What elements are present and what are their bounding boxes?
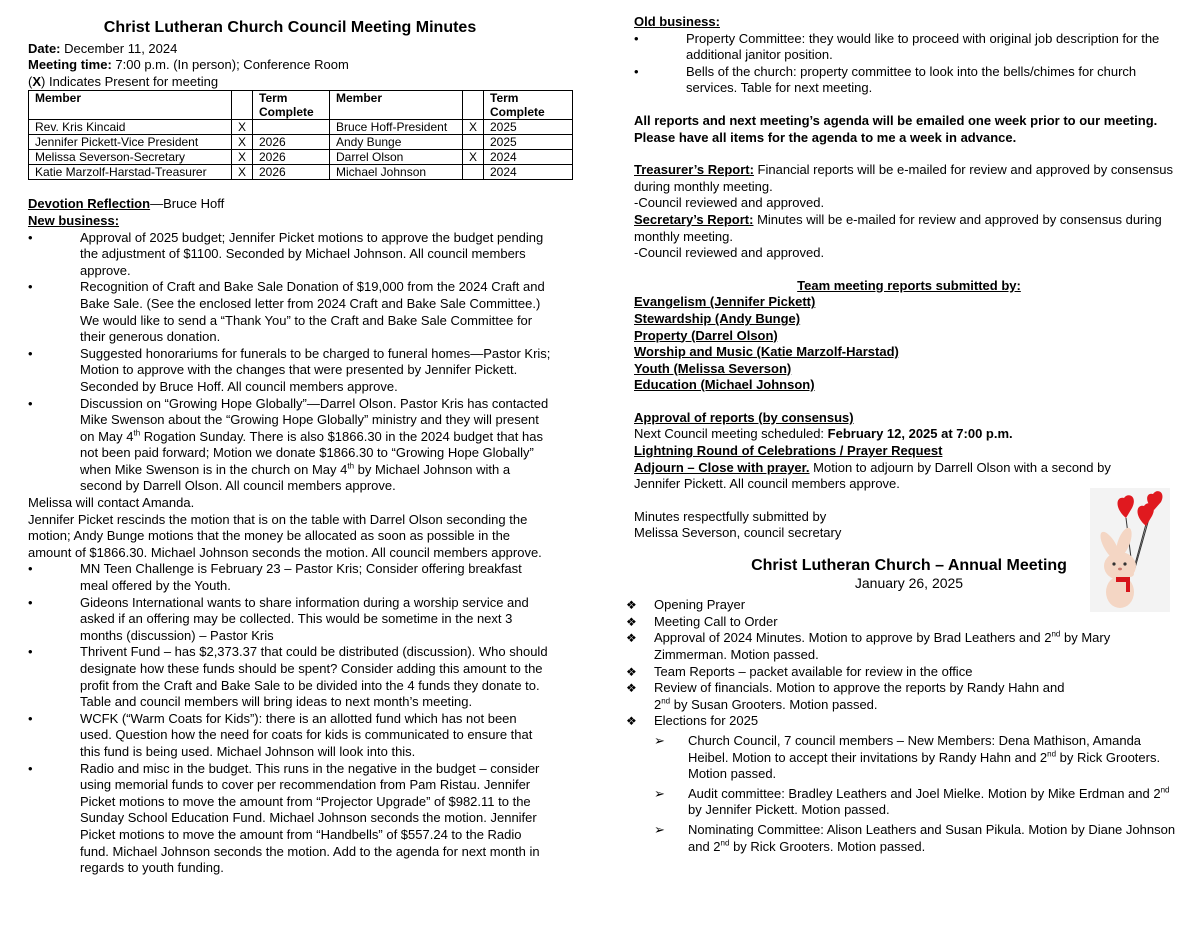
old-business-heading: Old business: <box>634 14 720 29</box>
secretary-note: -Council reviewed and approved. <box>634 245 825 261</box>
annual-meeting-title: Christ Lutheran Church – Annual Meeting <box>751 557 1067 575</box>
bullet-icon: • <box>28 760 33 776</box>
diamond-bullet-icon: ❖ <box>626 714 637 729</box>
follow-up-note: Melissa will contact Amanda. <box>28 495 195 511</box>
next-meeting: Next Council meeting scheduled: February 12, 2025 at 7:00 p.m. <box>634 426 1013 442</box>
devotion-reflection: Devotion Reflection—Bruce Hoff <box>28 196 225 212</box>
lightning-round: Lightning Round of Celebrations / Prayer Request <box>634 443 943 459</box>
treasurer-note: -Council reviewed and approved. <box>634 195 825 211</box>
table-header <box>232 91 253 120</box>
election-item: ➢ Church Council, 7 council members – New Members: Dena Mathison, Amanda Heibel. Motion to accept their invitations by Randy Hahn and 2nd by Rick Grooters. Motion passed. <box>654 732 1161 782</box>
bullet-icon: • <box>28 229 33 245</box>
bunny-heart-balloons-icon <box>1090 488 1170 612</box>
list-item: • Discussion on “Growing Hope Globally”—Darrel Olson. Pastor Kris has contacted Mike Swenson about the “Growing Hope Globally” ministry and they will present on May 4th Rogation Sunday. There is also $1866.30 in the 2024 budget that has not been paid forward; Motion we donate $1866.30 to “Growing Hope Globally” when Mike Swenson is in the church on May 4th by Michael Johnson with a second by Darrell Olson. All council members approve. <box>28 395 549 494</box>
list-item: • MN Teen Challenge is February 23 – Pastor Kris; Consider offering breakfast meal offered by the Youth. <box>28 561 522 594</box>
election-item: ➢ Nominating Committee: Alison Leathers and Susan Pikula. Motion by Diane Johnson and 2nd by Rick Grooters. Motion passed. <box>654 821 1176 854</box>
table-cell: Melissa Severson-Secretary <box>29 150 232 165</box>
table-row <box>29 150 573 165</box>
team-report-item: Evangelism (Jennifer Pickett) <box>634 294 816 310</box>
page-title: Christ Lutheran Church Council Meeting Minutes <box>103 19 477 36</box>
table-header: Term Complete <box>484 91 573 120</box>
annual-agenda <box>626 597 1184 730</box>
table-cell: 2026 <box>253 150 330 165</box>
presence-legend: (X) Indicates Present for meeting <box>28 73 219 89</box>
table-cell: 2025 <box>484 135 573 150</box>
meeting-time: Meeting time: 7:00 p.m. (In person); Conference Room <box>28 57 349 73</box>
election-item: ➢ Audit committee: Bradley Leathers and Joel Mielke. Motion by Mike Erdman and 2nd by Jennifer Pickett. Motion passed. <box>654 785 1170 818</box>
diamond-bullet-icon: ❖ <box>626 631 637 646</box>
signoff-name: Melissa Severson, council secretary <box>634 525 842 541</box>
list-item: • Thrivent Fund – has $2,373.37 that could be distributed (discussion). Who should designate how these funds should be spent? Consider adding this amount to the profit from the Craft and Bake Sale to be divided into the 4 funds they donate to. Table and council members will bring ideas to next month’s meeting. <box>28 644 548 710</box>
table-cell <box>463 165 484 180</box>
table-cell: X <box>232 150 253 165</box>
table-cell: Rev. Kris Kincaid <box>29 120 232 135</box>
table-header <box>463 91 484 120</box>
bullet-icon: • <box>28 644 33 660</box>
diamond-bullet-icon: ❖ <box>626 681 637 696</box>
bullet-icon: • <box>28 345 33 361</box>
table-cell: X <box>232 165 253 180</box>
signoff-line: Minutes respectfully submitted by <box>634 508 827 524</box>
team-report-item: Property (Darrel Olson) <box>634 327 778 343</box>
table-cell: 2025 <box>484 120 573 135</box>
annual-meeting-date: January 26, 2025 <box>854 574 964 591</box>
right-column <box>626 14 1184 855</box>
table-cell <box>463 135 484 150</box>
table-header: Term Complete <box>253 91 330 120</box>
team-report-item: Youth (Melissa Severson) <box>634 360 792 376</box>
list-item: ❖ Approval of 2024 Minutes. Motion to approve by Brad Leathers and 2nd by Mary Zimmerman. Motion passed. <box>626 630 1111 662</box>
table-row <box>29 120 573 135</box>
approval-heading: Approval of reports (by consensus) <box>634 409 854 425</box>
arrow-bullet-icon: ➢ <box>654 785 665 801</box>
diamond-bullet-icon: ❖ <box>626 614 637 629</box>
adjourn: Adjourn – Close with prayer. Motion to adjourn by Darrell Olson with a second by Jennifer Pickett. All council members approve. <box>634 459 1111 492</box>
table-cell: Katie Marzolf-Harstad-Treasurer <box>29 165 232 180</box>
diamond-bullet-icon: ❖ <box>626 664 637 679</box>
table-cell: Darrel Olson <box>330 150 463 165</box>
arrow-bullet-icon: ➢ <box>654 732 665 748</box>
table-header: Member <box>29 91 232 120</box>
new-business-heading: New business: <box>28 212 120 228</box>
bullet-icon: • <box>28 594 33 610</box>
table-header: Member <box>330 91 463 120</box>
list-item: • Radio and misc in the budget. This runs in the negative in the budget – consider using memorial funds to cover per recommendation from Pam Ristau. Jennifer Picket motions to move the amount from “Projector Upgrade” of $982.11 to the Sunday School Education Fund. Michael Johnson seconds the motion. Jennifer Picket motions to move the amount from “Handbells” of $557.24 to the Radio fund. Michael Johnson seconds the motion. Add to the agenda for next month in regards to youth funding. <box>28 760 540 876</box>
table-cell: 2024 <box>484 150 573 165</box>
bullet-icon: • <box>634 63 639 79</box>
table-header-row <box>29 91 573 120</box>
follow-up-note: Jennifer Picket rescinds the motion that is on the table with Darrel Olson seconding the motion; Andy Bunge motions that the money be allocated as soon as possible in the amount of $1866.30. Michael Johnson seconds the motion. All council members approve. <box>28 511 542 560</box>
bullet-icon: • <box>28 710 33 726</box>
treasurer-report: Treasurer’s Report: Financial reports will be e-mailed for review and approved by consensus during monthly meeting. <box>634 162 1174 194</box>
reports-notice: All reports and next meeting’s agenda will be emailed one week prior to our meeting. Please have all items for the agenda to me a week in advance. <box>634 112 1158 145</box>
arrow-bullet-icon: ➢ <box>654 821 665 837</box>
team-report-item: Worship and Music (Katie Marzolf-Harstad) <box>634 344 899 360</box>
table-row <box>29 135 573 150</box>
table-cell: X <box>232 135 253 150</box>
secretary-report: Secretary’s Report: Minutes will be e-mailed for review and approved by consensus during monthly meeting. <box>634 211 1162 244</box>
table-row <box>29 165 573 180</box>
bullet-icon: • <box>634 30 639 46</box>
table-cell: 2026 <box>253 165 330 180</box>
list-item: • Suggested honorariums for funerals to be charged to funeral homes—Pastor Kris; Motion to approve with the changes that were presented by Jennifer Pickett. Seconded by Bruce Hoff. All council members approve. <box>28 345 551 394</box>
member-table <box>28 90 573 180</box>
list-item: ❖ Opening Prayer <box>626 597 746 613</box>
table-cell: Michael Johnson <box>330 165 463 180</box>
bullet-icon: • <box>28 279 33 295</box>
bullet-icon: • <box>28 561 33 577</box>
table-cell: X <box>463 150 484 165</box>
table-cell <box>253 120 330 135</box>
list-item: • WCFK (“Warm Coats for Kids”): there is an allotted fund which has not been used. Question how the need for coats for kids is communicated to ensure that this fund is being used. Michael Johnson will look into this. <box>28 710 533 759</box>
team-report-item: Stewardship (Andy Bunge) <box>634 310 801 326</box>
team-report-item: Education (Michael Johnson) <box>634 377 815 393</box>
table-cell: Andy Bunge <box>330 135 463 150</box>
left-column <box>28 18 552 877</box>
list-item: • Recognition of Craft and Bake Sale Donation of $19,000 from the 2024 Craft and Bake Sale. (See the enclosed letter from 2024 Craft and Bake Sale Committee.) We would like to send a “Thank You” to the Craft and Bake Sale Committee for their generous donation. <box>28 279 545 345</box>
meeting-date: Date: December 11, 2024 <box>28 40 178 56</box>
list-item: ❖ Team Reports – packet available for review in the office <box>626 663 973 679</box>
table-cell: Jennifer Pickett-Vice President <box>29 135 232 150</box>
table-cell: 2024 <box>484 165 573 180</box>
list-item: ❖ Elections for 2025 <box>626 713 759 729</box>
list-item: • Property Committee: they would like to proceed with original job description for the additional janitor position. <box>634 30 1160 63</box>
bullet-icon: • <box>28 395 33 411</box>
diamond-bullet-icon: ❖ <box>626 598 637 613</box>
list-item: ❖ Meeting Call to Order <box>626 613 778 629</box>
table-cell: X <box>463 120 484 135</box>
table-cell: X <box>232 120 253 135</box>
table-cell: Bruce Hoff-President <box>330 120 463 135</box>
list-item: • Approval of 2025 budget; Jennifer Picket motions to approve the budget pending the adjustment of $1100. Seconded by Michael Johnson. All council members approve. <box>28 229 544 278</box>
list-item: • Bells of the church: property committee to look into the bells/chimes for church services. Table for next meeting. <box>634 63 1137 96</box>
team-reports-heading: Team meeting reports submitted by: <box>797 277 1021 293</box>
list-item: • Gideons International wants to share information during a worship service and asked if an offering may be collected. This would be sometime in the next 3 months (discussion) – Pastor Kris <box>28 594 529 643</box>
table-cell: 2026 <box>253 135 330 150</box>
bunny-heart-balloons-icon <box>1090 488 1170 612</box>
list-item: ❖ Review of financials. Motion to approve the reports by Randy Hahn and 2nd by Susan Grooters. Motion passed. <box>626 680 1065 712</box>
